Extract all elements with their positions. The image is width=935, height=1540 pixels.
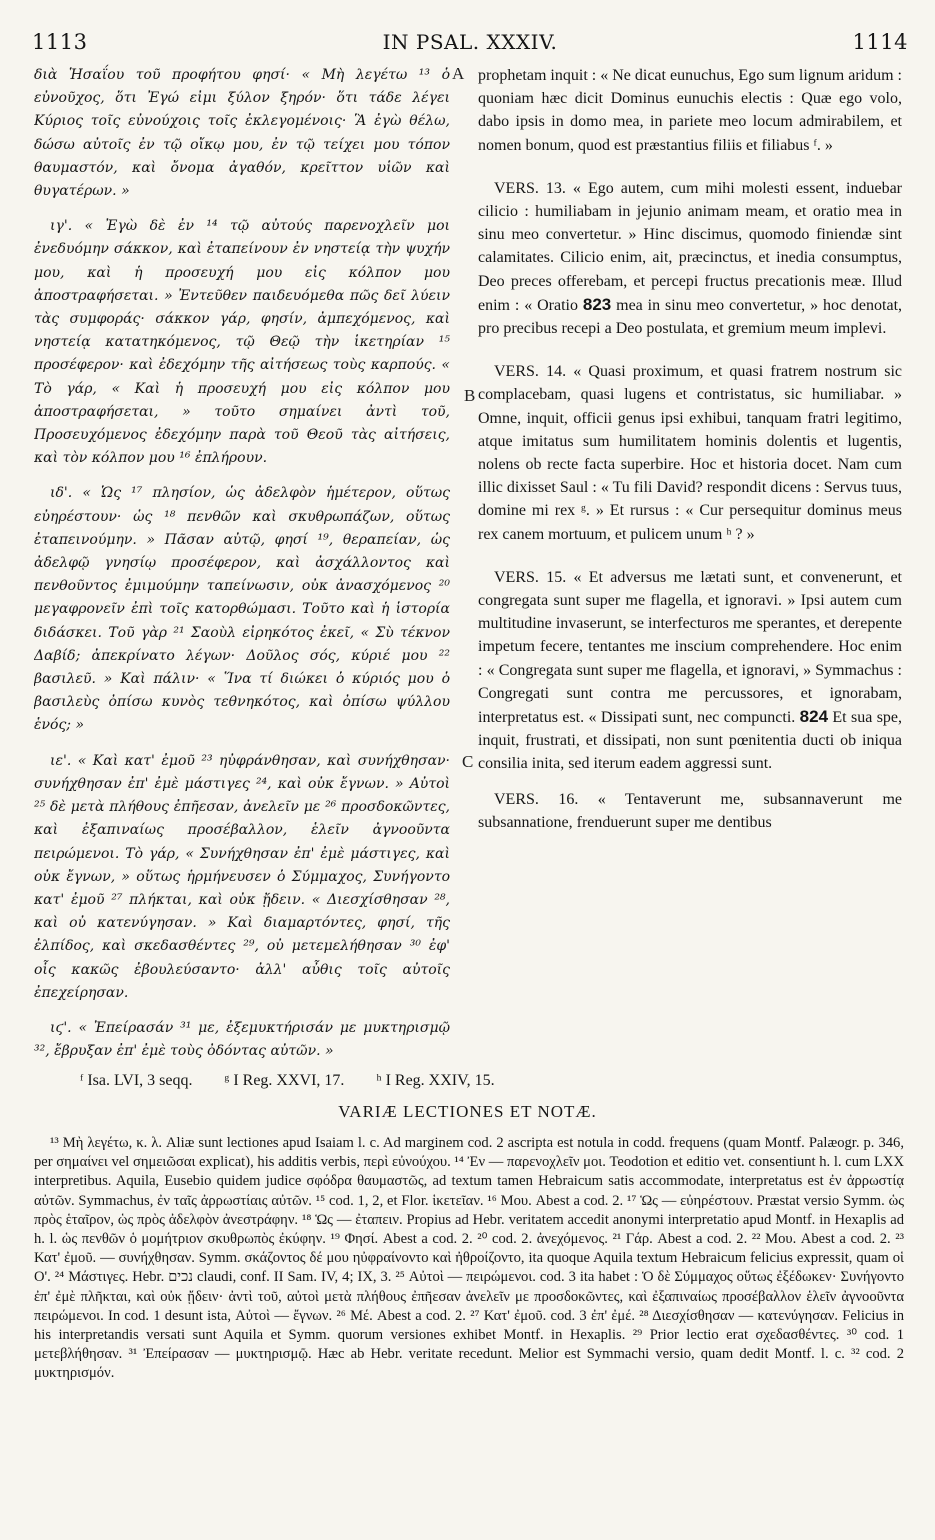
footnote-h: ʰ I Reg. XXIV, 15. (376, 1072, 495, 1089)
margin-letter-c: C (462, 752, 474, 771)
greek-paragraph: ιε'. « Καὶ κατ' ἐμοῦ ²³ ηὐφράνθησαν, καὶ συνήχθησαν· συνήχθησαν ἐπ' ἐμὲ μάστιγες ²⁴, καὶ οὐκ ἔγνων. » Αὐτοὶ ²⁵ δὲ μετὰ πλήθους ἐπῆεσαν, ἀνελεῖν με ²⁶ προσδοκῶντες, καὶ ἐξαπιναίως προσέβαλλον, ἑλεῖν ἀγνοοῦντα πειρώμενοι. Τὸ γάρ, « Συνήχθησαν ἐπ' ἐμὲ μάστιγες, καὶ οὐκ ἔγνων, » οὕτως ἡρμήνευσεν ὁ Σύμμαχος, Συνήγοντο κατ' ἐμοῦ ²⁷ πλήκται, καὶ οὐκ ᾔδειν. « Διεσχίσθησαν ²⁸, καὶ οὐ κατενύγησαν. » Καὶ διαμαρτόντες, φησί, τῆς ἐλπίδος, καὶ σκεδασθέντες ²⁹, οὐ μετεμελήθησαν ³⁰ ἐφ' οἷς κακῶς ἐβουλεύσαντο· ἀλλ' αὖθις τοῖς αὐτοῖς ἐπεχείρησαν. (34, 752, 450, 1001)
greek-column (34, 64, 450, 1064)
latin-paragraph: VERS. 16. « Tentaverunt me, subsannaverunt me subsannatione, frenduerunt super me dentibus (478, 790, 902, 831)
column-number-right: 1114 (852, 30, 908, 54)
greek-paragraph: ιγ'. « Ἐγὼ δὲ ἐν ¹⁴ τῷ αὐτούς παρενοχλεῖν μοι ἐνεδυόμην σάκκον, καὶ ἐταπείνουν ἐν νηστείᾳ τὴν ψυχήν μου, καὶ ἡ προσευχή μου εἰς κόλπον μου ἀποστραφήσεται. » Ἐντεῦθεν παιδευόμεθα πῶς δεῖ λύειν τὰς συμφοράς· σάκκον γάρ, φησίν, ἀμπεχόμενος, καὶ νηστείᾳ κατατηκόμενος, τῷ Θεῷ τὴν ἱκετηρίαν ¹⁵ προσέφερον· καὶ ἐδεχόμην τῆς αἰτήσεως τοὺς καρπούς. « Τὸ γάρ, « Καὶ ἡ προσευχή μου εἰς κόλπον μου ἀποστραφήσεται, » τοῦτο σημαίνει ἀντὶ τοῦ, Προσευχόμενος ἐδεχόμην παρὰ τοῦ Θεοῦ τὰς αἰτήσεις, καὶ τὸν κόλπον μου ¹⁶ ἐπλήρουν. (34, 218, 450, 467)
footnote-g: ᵍ I Reg. XXVI, 17. (224, 1072, 345, 1089)
greek-paragraph: ιδ'. « Ὡς ¹⁷ πλησίον, ὡς ἀδελφὸν ἡμέτερον, οὕτως εὐηρέστουν· ὡς ¹⁸ πενθῶν καὶ σκυθρωπάζων, οὕτως ἐταπεινούμην. » Πᾶσαν αὐτῷ, φησί ¹⁹, θεραπείαν, ὡς ἀδελφῷ γνησίῳ προσέφερον, καὶ ἀσχάλλοντος καὶ πενθοῦντος ἐμιμούμην ταπείνωσιν, οὐκ ἀνασχόμενος ²⁰ μεγαφρονεῖν ἐπὶ τοῖς κατορθώμασι. Τοῦτο καὶ ἡ ἱστορία διδάσκει. Τοῦ γὰρ ²¹ Σαοὺλ εἰρηκότος ἐκεῖ, « Σὺ τέκνον Δαβίδ; ἀπεκρίνατο λέγων· Δοῦλος σός, κύριέ μου ²² βασιλεῦ. » Καὶ πάλιν· « Ἵνα τί διώκει ὁ κύριός μου ὁ βασιλεὺς ὀπίσω κυνὸς τεθνηκότος, καὶ ὀπίσω ψύλλου ἑνός; » (34, 485, 450, 734)
running-title: IN PSAL. XXXIV. (382, 30, 558, 54)
greek-paragraph: διὰ Ἡσαΐου τοῦ προφήτου φησί· « Μὴ λεγέτω ¹³ ὁ εὐνοῦχος, ὅτι Ἐγώ εἰμι ξύλον ξηρόν· ὅτι τάδε λέγει Κύριος τοῖς εὐνούχοις τοῖς ἐκλεγομένοις· Ἃ ἐγὼ θέλω, δώσω αὐτοῖς ἐν τῷ οἴκῳ μου, ἐν τῷ τείχει μου τόπον θαυμαστόν, καὶ ὄνομα ἀγαθόν, κρεῖττον υἱῶν καὶ θυγατέρων. » (34, 67, 450, 200)
latin-paragraph: VERS. 14. « Quasi proximum, et quasi fratrem nostrum sic complacebam, quasi lugens et contristatus, sic humiliabar. » Omne, inquit, officii genus ipsi exhibui, tanquam fratri legitimo, atque imitatus sum humilitatem hominis dolentis et lugentis, nolens ob recte facta superbire. Hoc et historia docet. Nam cum illic dixisset Saul : « Tu fili David? respondit dicens : Servus tuus, domine mi rex ᵍ. » Et rursus : « Cur persequitur dominus meus rex canem mortuum, et pulicem unum ʰ ? » (478, 363, 902, 543)
footnote-f: ᶠ Isa. LVI, 3 seqq. (80, 1072, 193, 1089)
variae-lectiones-heading: VARIÆ LECTIONES ET NOTÆ. (338, 1102, 597, 1121)
greek-paragraph: ιϛ'. « Ἐπείρασάν ³¹ με, ἐξεμυκτήρισάν με μυκτηρισμῷ ³², ἔβρυξαν ἐπ' ἐμὲ τοὺς ὀδόντας αὐτῶν. » (34, 1019, 450, 1060)
column-number-left: 1113 (32, 30, 88, 54)
latin-paragraph: prophetam inquit : « Ne dicat eunuchus, Ego sum lignum aridum : quoniam hæc dicit Dominus eunuchis electis : Quæ ego volo, dabo ipsis in domo mea, in pariete meo locum admirabilem, et nomen bonum, quod est præstantius filiis et filiabus ᶠ. » (478, 67, 902, 154)
margin-letter-a: A (452, 64, 465, 83)
notes-paragraph: ¹³ Μὴ λεγέτω, κ. λ. Aliæ sunt lectiones apud Isaiam l. c. Ad marginem cod. 2 ascripta est notula in codd. frequens (quam Montf. Palæogr. p. 346, per σημαίνει vel σημειῶσαι explicat), his additis verbis, περὶ εὐνούχου. ¹⁴ Ἐν — παρενοχλεῖν μοι. Teodotion et editio vet. consentiunt h. l. cum LXX interpretibus. Aquila, Eusebio quidem judice σφόδρα θαυμαστῶς, ad textum tamen Hebraicum satis accommodate, interpretatus est ἐν ἀρρωστίᾳ αὐτῶν. Symmachus, ἐν ταῖς ἀρρωστίαις αὐτῶν. ¹⁵ cod. 1, 2, et Flor. ἱκετεῖαν. ¹⁶ Μου. Abest a cod. 2. ¹⁷ Ὡς — εὐηρέστουν. Præstat versio Symm. ὡς πρὸς ἑταῖρον, ὡς πρὸς ἀδελφὸν ἀνεστράφην. ¹⁸ Ὡς — ἐταπειν. Propius ad Hebr. veritatem accedit anonymi interpretatio apud Montf. in Hexaplis ad h. l. ὡς πενθῶν ὁ μομήτριον σκυθρωπὸς ἐκύφην. ¹⁹ Φησί. Abest a cod. 2. ²⁰ cod. 2. ἀνεχόμενος. ²¹ Γάρ. Abest a cod. 2. ²² Μου. Abest a cod. 2. ²³ Κατ' ἐμοῦ. — συνήχθησαν. Symm. σκάζοντος δέ μου ηὐφραίνοντο καὶ ἠθροίζοντο, ita quoque Aquila textum Hebraicum felicius expressit, quam οἱ Ο'. ²⁴ Μάστιγες. Hebr. נכים claudi, conf. II Sam. IV, 4; IX, 3. ²⁵ Αὐτοὶ — πειρώμενοι. cod. 3 ita habet : Ὁ δὲ Σύμμαχος οὕτως ἐξέδωκεν· Συνήγοντο ἐπ' ἐμὲ πλῆκται, καὶ οὐκ ᾔδειν· ἀντὶ τοῦ, αὐτοὶ μετὰ πλήθους ἐπῆεσαν ἀνελεῖν με προσδοκῶντες, καὶ ἐξαπιναίως προσέβαλλον ἑλεῖν ἀγνοοῦντα πειρώμενοι. In cod. 1 desunt ista, Αὐτοὶ — ἔγνων. ²⁶ Μέ. Abest a cod. 2. ²⁷ Κατ' ἐμοῦ. cod. 3 ἐπ' ἐμέ. ²⁸ Διεσχίσθησαν — κατενύγησαν. Felicius in his interpretandis versati sunt Aquila et Symm. quorum versiones exhibet Montf. in Hexaplis. ²⁹ Prior lectio erat σχεδασθέντες. ³⁰ cod. 1 μετεβλήθησαν. ³¹ Ἐπείρασαν — μυκτηρισμῷ. Hæc ab Hebr. veritate recedunt. Melior est Symmachi versio, quam dedit Montf. l. c. ³² cod. 2 μυκτηρισμόν. (34, 1135, 904, 1382)
scripture-footnotes (80, 1072, 900, 1090)
column-number-marker: 823 (582, 294, 612, 314)
page-header (32, 30, 908, 58)
column-number-marker: 824 (799, 707, 829, 727)
latin-paragraph: VERS. 15. « Et adversus me lætati sunt, et convenerunt, et congregata sunt super me flagella, et ignoravi. » Ipsi autem cum multitudine invaserunt, se interfecturos me sperantes, et derepente impetum fecere, tentantes me inscium comprehendere. Hoc enim : « Congregata sunt super me flagella, et ignoravi, » Symmachus : Congregati sunt contra me percussores, et ignorabam, interpretatus est. « Dissipati sunt, nec compuncti. 824 Et sua spe, inquit, frustrati, et dissipati, non sunt pœnitentia ducti ob iniqua consilia inita, sed iterum eadem aggressi sunt. (478, 568, 902, 773)
margin-letter-b: B (464, 386, 476, 405)
latin-column (478, 64, 902, 1064)
latin-paragraph: VERS. 13. « Ego autem, cum mihi molesti essent, induebar cilicio : humiliabam in jejunio animam meam, et oratio mea in sinu meo convertetur. » Hinc discimus, quomodo finiendæ sint calamitates. Cilicio enim, ait, præcinctus, et inedia consumptus, Deo preces offerebam, et percepi fructus precationis meæ. Illud enim : « Oratio 823 mea in sinu meo convertetur, » hoc denotat, pro precibus recepi a Deo postulata, et gremium meum implevi. (478, 179, 902, 338)
variae-lectiones-notes (34, 1134, 904, 1534)
